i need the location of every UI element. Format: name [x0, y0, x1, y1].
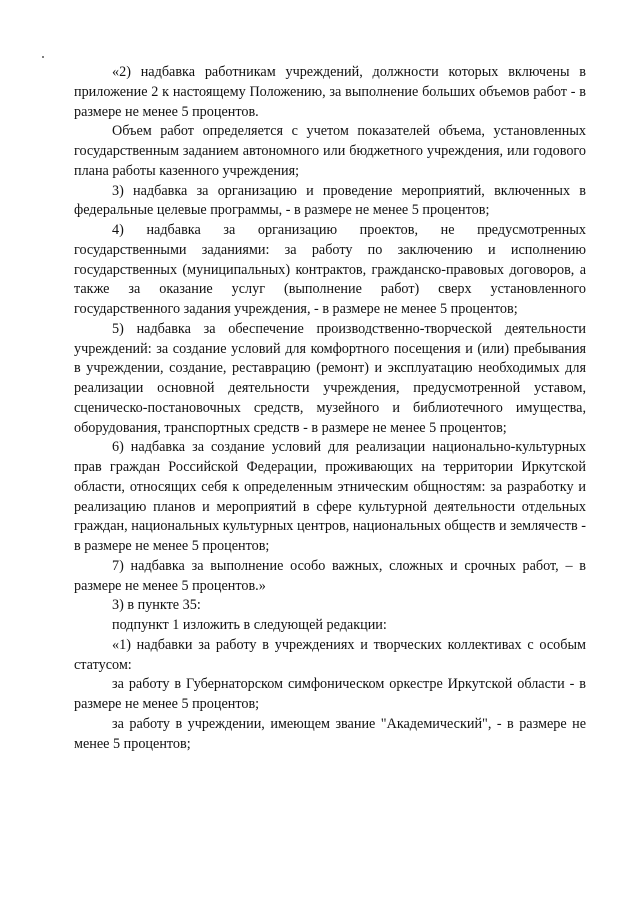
- paragraph-orchestra-bonus: за работу в Губернаторском симфоническом оркестре Иркутской области - в размере не менее 5 процентов;: [74, 676, 586, 712]
- paragraph-item-5-bonus: 5) надбавка за обеспечение производственно-творческой деятельности учреждений: за создание условий для комфортного посещения и (или) пребывания в учреждении, создание, реставрацию (ремонт) и эксплуатацию необходимых для реализации основной деятельности учреждения, предусмотренной уставом, сценическо-постановочных средств, музейного и библиотечного имущества, оборудования, транспортных средств - в размере не менее 5 процентов;: [74, 320, 586, 436]
- paragraph-special-status-bonus: «1) надбавки за работу в учреждениях и творческих коллективах с особым статусом:: [74, 636, 586, 673]
- paragraph-academic-bonus: за работу в учреждении, имеющем звание "Академический", - в размере не менее 5 процентов;: [74, 715, 586, 752]
- scan-speck: [42, 56, 44, 58]
- paragraph-clause-35: 3) в пункте 35:: [112, 597, 201, 614]
- paragraph-item-7-bonus: 7) надбавка за выполнение особо важных, сложных и срочных работ, – в размере не менее 5 процентов.»: [74, 557, 586, 594]
- paragraph-subclause-1-intro: подпункт 1 изложить в следующей редакции:: [112, 617, 387, 633]
- paragraph-item-6-bonus: 6) надбавка за создание условий для реализации национально-культурных прав граждан Российской Федерации, проживающих на территории Иркутской области, относящих себя к определенным этническим общностям: за разработку и реализацию планов и мероприятий в сфере культурной деятельности отдельных граждан, национальных культурных центров, национальных обществ и землячеств - в размере не менее 5 процентов;: [74, 439, 586, 554]
- paragraph-item-3-bonus: 3) надбавка за организацию и проведение мероприятий, включенных в федеральные целевые программы, - в размере не менее 5 процентов;: [74, 182, 586, 219]
- paragraph-item-2-bonus: «2) надбавка работникам учреждений, должности которых включены в приложение 2 к настоящему Положению, за выполнение больших объемов работ - в размере не менее 5 процентов.: [74, 64, 586, 120]
- paragraph-item-4-bonus: 4) надбавка за организацию проектов, не предусмотренных государственными заданиями: за работу по заключению и исполнению государственных (муниципальных) контрактов, гражданско-правовых договоров, а также за оказание услуг (выполнение работ) сверх установленного государственного задания учреждения, - в размере не менее 5 процентов;: [74, 222, 586, 317]
- document-body: [74, 63, 586, 754]
- paragraph-work-volume: Объем работ определяется с учетом показателей объема, установленных государственным заданием автономного или бюджетного учреждения, или годового плана работы казенного учреждения;: [74, 123, 586, 179]
